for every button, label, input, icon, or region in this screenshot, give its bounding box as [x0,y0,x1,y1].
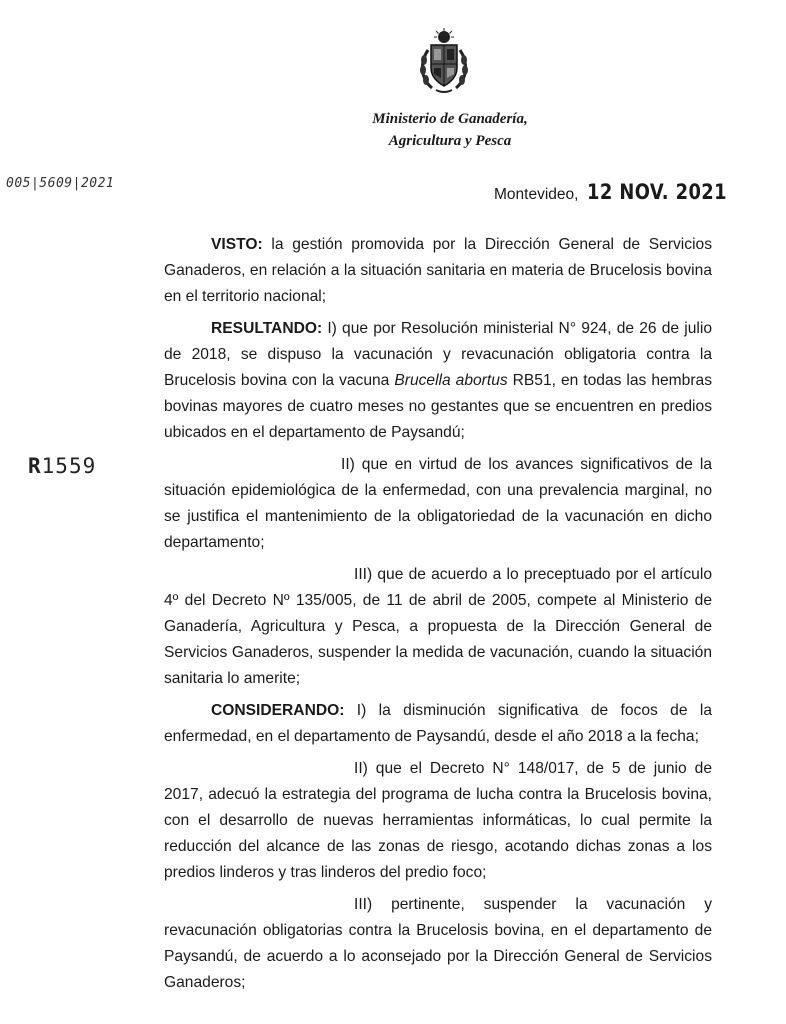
resultando-label: RESULTANDO: [211,320,323,337]
resultando-item-1 [164,316,712,446]
visto-text: la gestión promovida por la Dirección General de Servicios Ganaderos, en relación a la situación sanitaria en materia de Brucelosis bovina en el territorio nacional; [164,236,712,305]
coat-of-arms-seal [418,28,470,94]
registry-number-stamp [28,454,96,478]
resolution-body [164,232,712,1002]
considerando-item-1-text: I) la disminución significativa de focos de la enfermedad, en el departamento de Paysandú, desde el año 2018 a la fecha; [164,702,712,745]
considerando-item-2: II) que el Decreto N° 148/017, de 5 de junio de 2017, adecuó la estrategia del programa de lucha contra la Brucelosis bovina, con el desarrollo de nuevas herramientas informáticas, lo cual permite la reducción del alcance de las zonas de riesgo, acotando dichas zonas a los predios linderos y tras linderos del predio foco; [164,760,712,881]
visto-paragraph [164,232,712,310]
resultando-item-1-italic: Brucella abortus [394,372,508,389]
considerando-label: CONSIDERANDO: [211,702,345,719]
dateline [494,180,752,204]
resultando-item-3: III) que de acuerdo a lo preceptuado por el artículo 4º del Decreto Nº 135/005, de 11 de abril de 2005, compete al Ministerio de Ganadería, Agricultura y Pesca, a propuesta de la Dirección General de Servicios Ganaderos, suspender la medida de vacunación, cuando la situación sanitaria lo amerite; [164,566,712,687]
visto-label: VISTO: [211,236,263,253]
resultando-item-1-text-a: I) que por Resolución ministerial N° 924, de 26 de julio de 2018, se dispuso la vacunación y revacunación obligatoria contra la Brucelosis bovina con la vacuna [164,320,712,389]
dateline-date-stamp: 12 NOV. 2021 [586,180,727,204]
considerando-item-3: III) pertinente, suspender la vacunación y revacunación obligatorias contra la Brucelosis bovina, en el departamento de Paysandú, de acuerdo a lo aconsejado por la Dirección General de Servicios Ganaderos; [164,896,712,991]
resultando-item-2: II) que en virtud de los avances significativos de la situación epidemiológica de la enfermedad, con una prevalencia marginal, no se justifica el mantenimiento de la obligatoriedad de la vacunación en dicho departamento; [164,456,712,551]
file-number-handwritten: 005|5609|2021 [6,176,115,191]
ministry-line-1: Ministerio de Ganadería, [372,111,528,127]
considerando-item-1 [164,698,712,750]
registry-number-prefix: R [28,454,42,478]
resultando-item-1-text-b: RB51, en todas las hembras bovinas mayores de cuatro meses no gestantes que se encuentren en predios ubicados en el departamento de Paysandú; [164,372,712,441]
dateline-city: Montevideo, [494,186,579,203]
ministry-heading [300,108,600,152]
ministry-line-2: Agricultura y Pesca [388,133,512,149]
registry-number-digits: 1559 [41,454,97,478]
